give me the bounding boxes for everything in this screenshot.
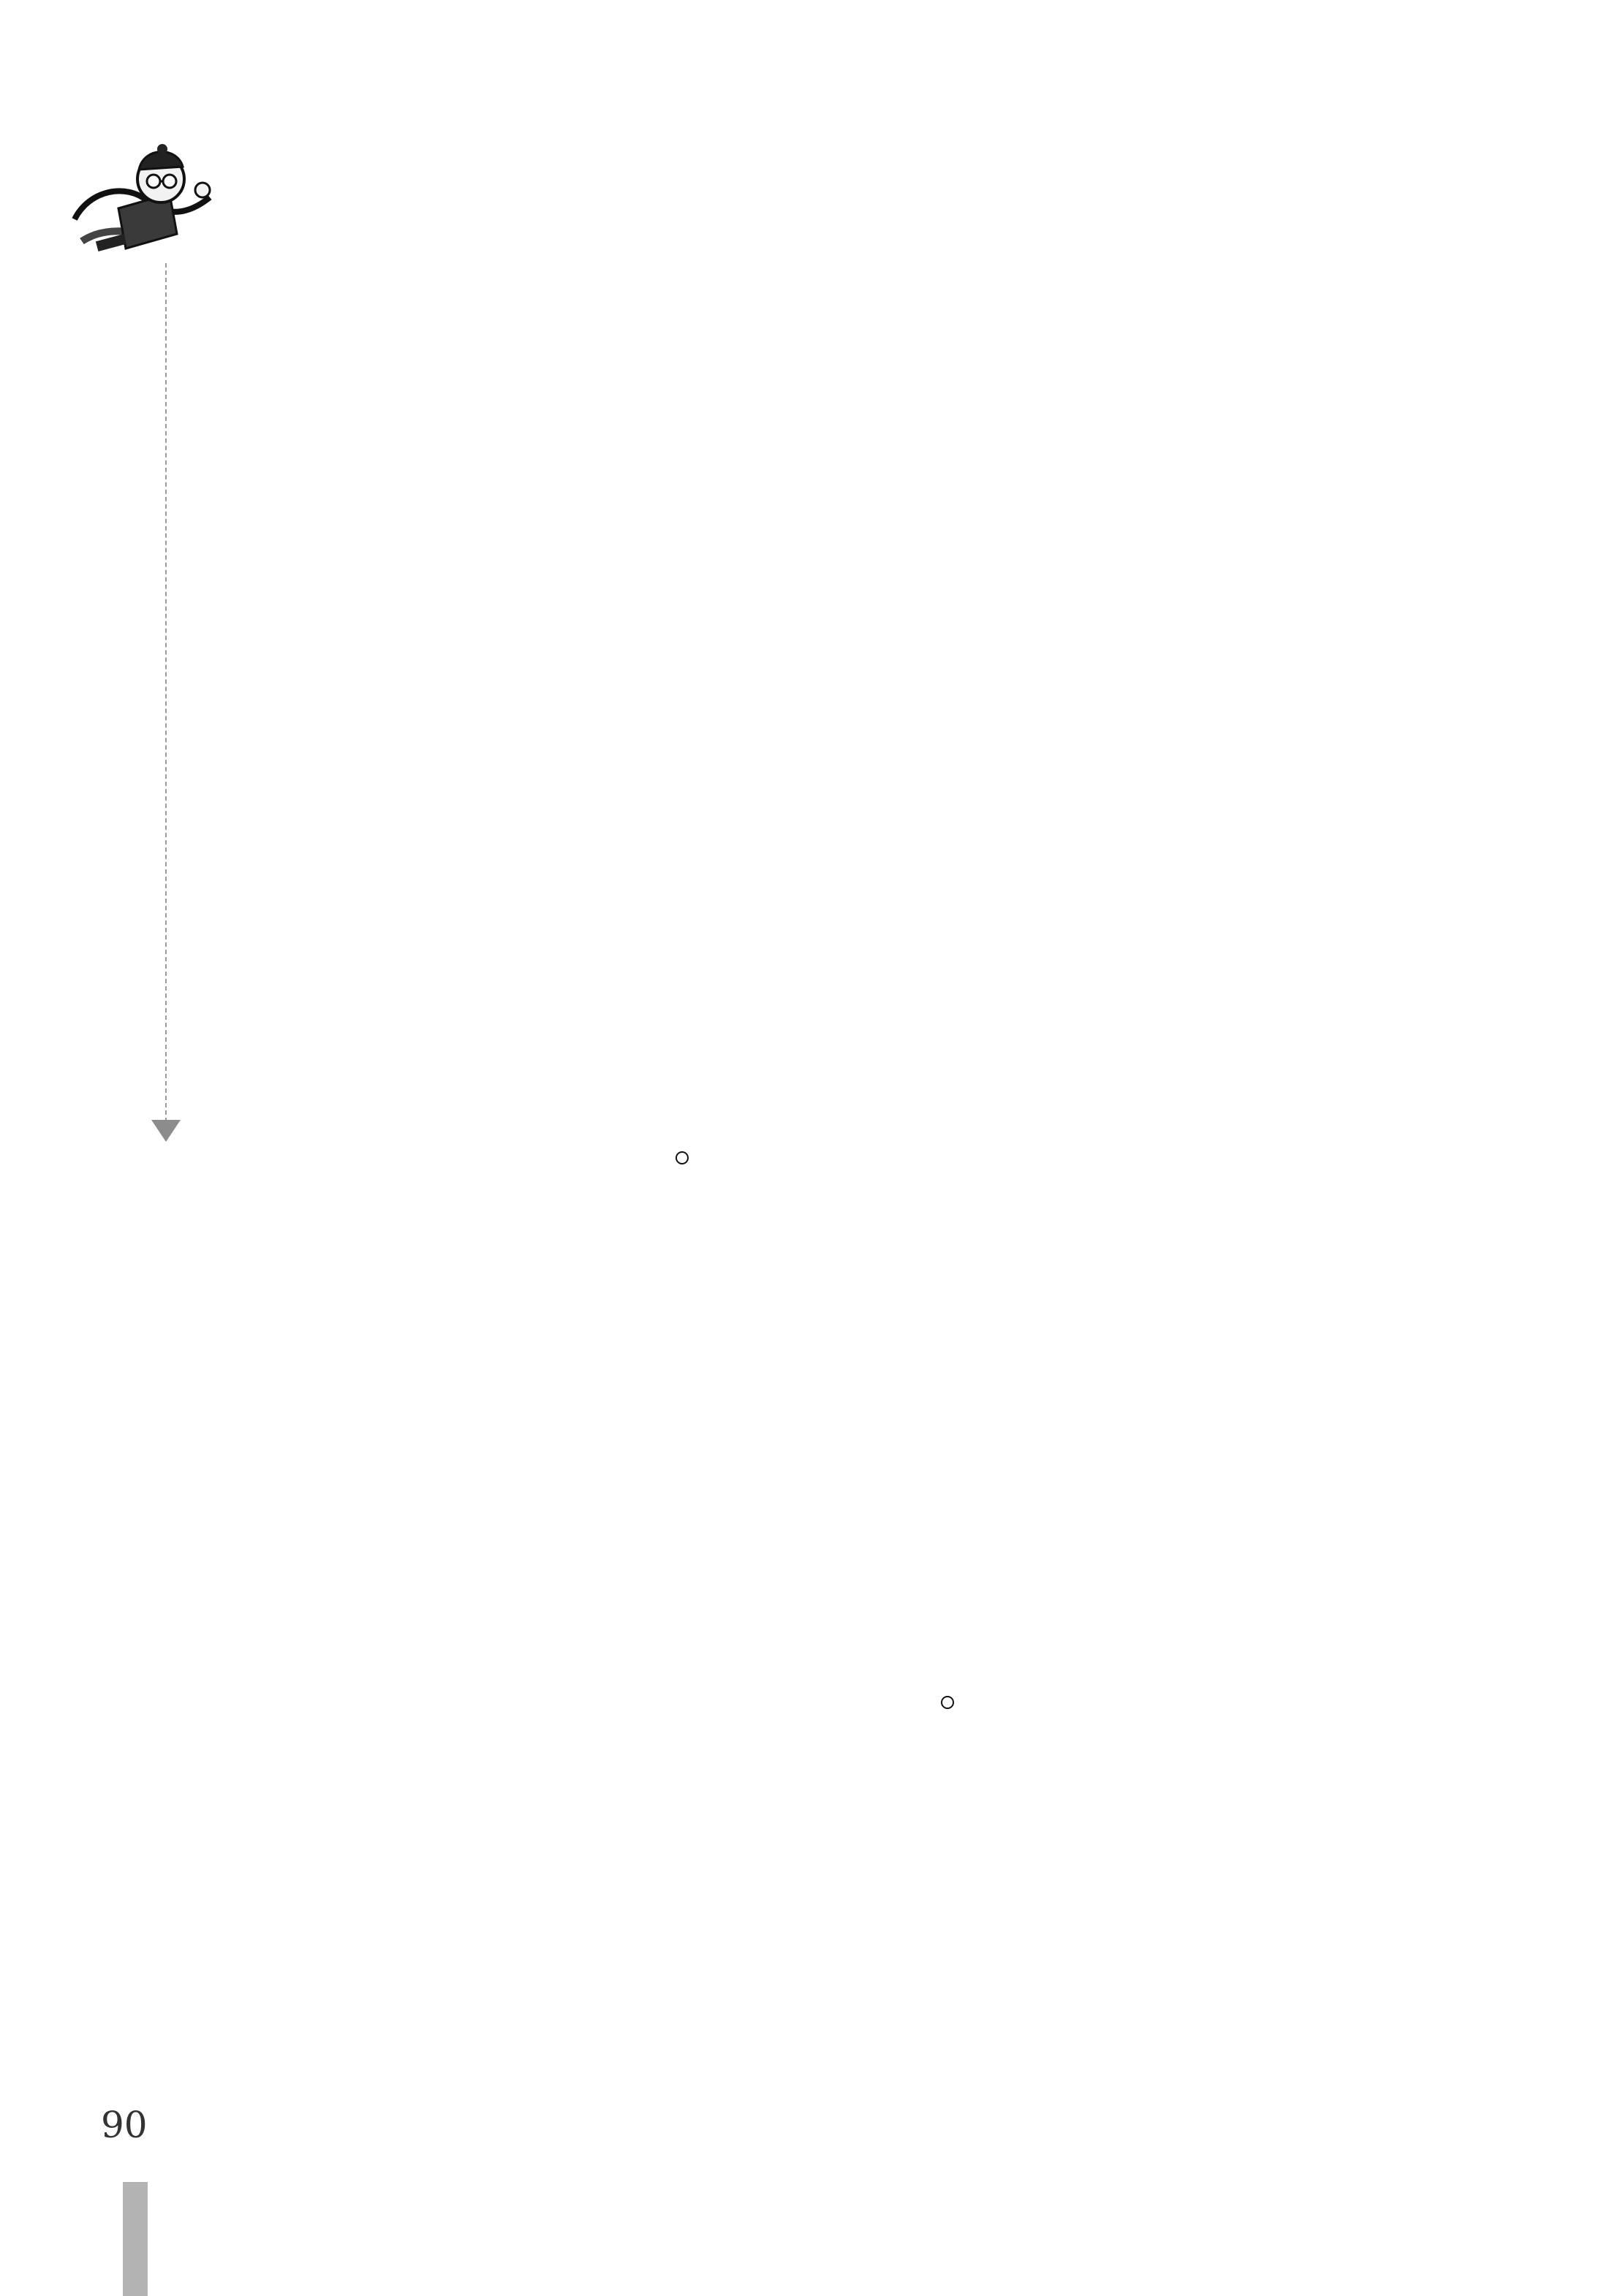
text-column [1042,234,1068,2047]
text-column [231,234,257,2047]
text-column [935,234,961,914]
text-column [722,234,748,2047]
text-column [668,234,695,2047]
page-edge-tab [123,2182,148,2296]
text-column [1362,234,1388,2047]
text-column [775,234,801,2047]
text-column [935,972,961,2047]
circle-bullet-icon [676,1151,689,1164]
body-text [216,234,1459,2047]
text-column [1309,234,1335,2047]
text-column [1202,234,1228,2047]
text-column [1149,234,1175,2047]
page-number: 90 [101,2104,148,2146]
running-header [110,259,154,1089]
header-dashed-rule [165,263,167,1129]
text-column [1415,234,1442,2047]
text-column [828,234,855,2047]
text-column [615,234,641,2047]
text-column [882,234,908,914]
text-column [1095,234,1121,2047]
text-column [455,234,481,2047]
text-column [401,234,428,2047]
text-column [508,234,534,2047]
reading-child-mascot-icon [67,139,221,263]
text-column [988,234,1015,2047]
triangle-marker-icon [151,1120,181,1142]
text-column [561,234,588,2047]
text-column [1255,234,1282,2047]
circle-bullet-icon [941,1696,954,1709]
